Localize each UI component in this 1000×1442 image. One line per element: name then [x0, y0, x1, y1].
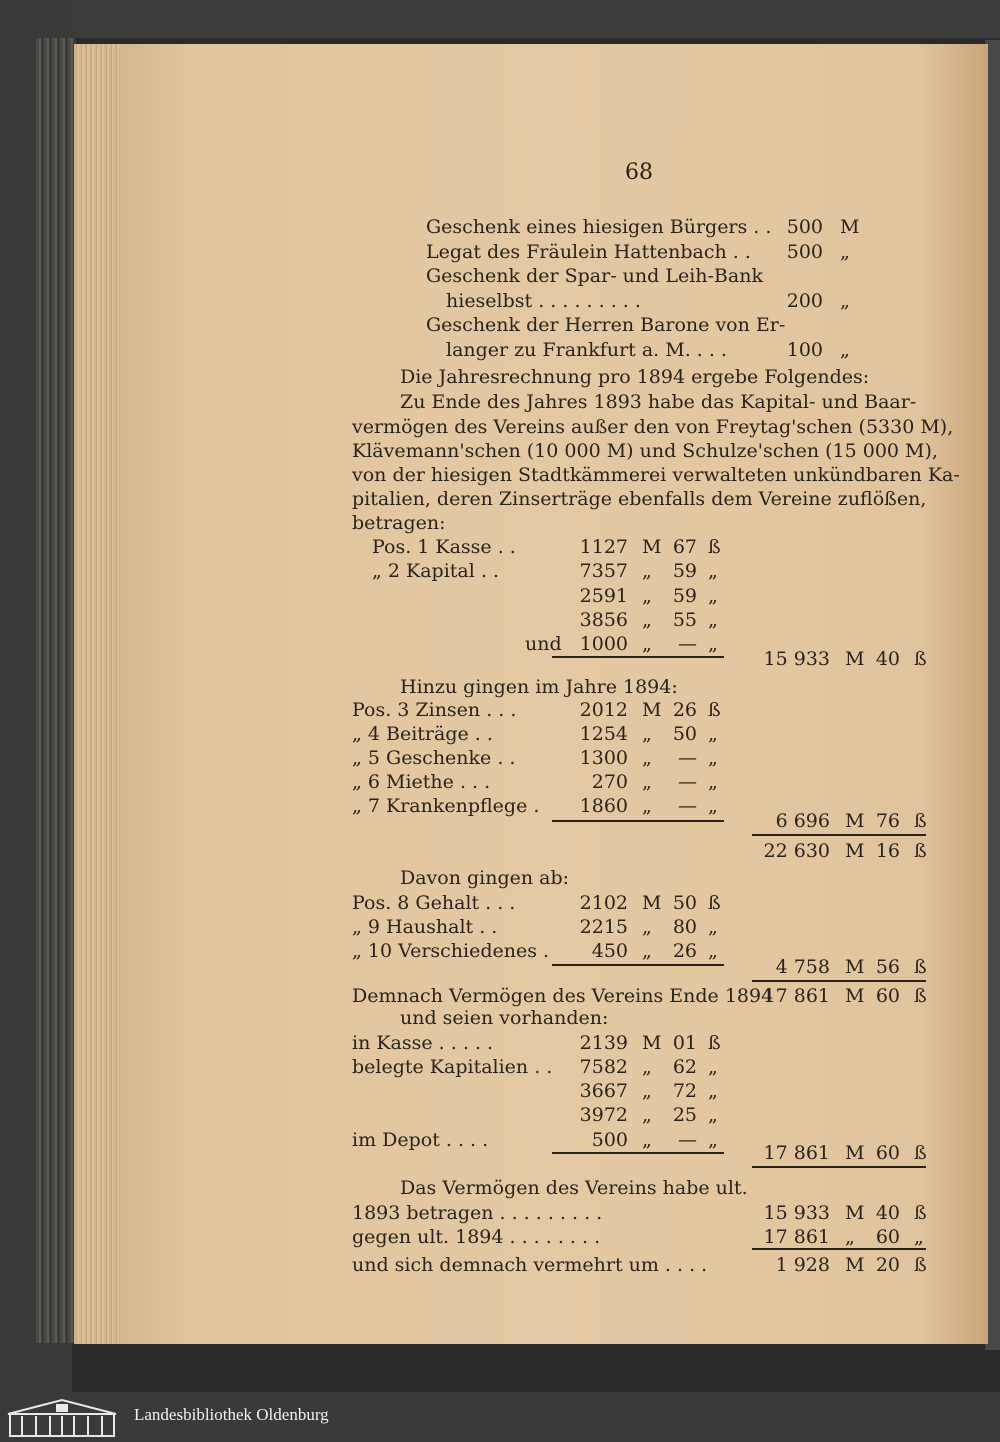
page-number: 68 [625, 160, 653, 185]
expense-item-pf-unit: ß [708, 892, 721, 914]
start-item-value: 7357 [579, 560, 628, 582]
start-item-unit: „ [642, 560, 652, 582]
start-items-rule [552, 656, 724, 658]
start-item-value: 2591 [579, 585, 628, 607]
income-total-unit: M [845, 810, 865, 832]
expense-total-rule [752, 980, 926, 982]
expense-items-rule [552, 964, 724, 966]
income-item-value: 1254 [579, 723, 628, 745]
holding-item-pf: 01 [672, 1032, 697, 1054]
holdings-total-pf-unit: ß [914, 1142, 927, 1164]
holding-item-pf: 62 [672, 1056, 697, 1078]
holding-item-pf-unit: „ [708, 1080, 718, 1102]
summary-label: und sich demnach vermehrt um . . . . [352, 1254, 708, 1276]
expense-total-pf: 56 [875, 956, 900, 978]
income-item-value: 2012 [579, 699, 628, 721]
holding-item-pf-unit: „ [708, 1129, 718, 1151]
income-item-value: 1860 [579, 795, 628, 817]
start-item-pf: 67 [672, 536, 697, 558]
expense-item-unit: „ [642, 916, 652, 938]
income-total-rule [752, 834, 926, 836]
result-total-pf: 60 [875, 985, 900, 1007]
expense-item-pf: 50 [672, 892, 697, 914]
gift-unit: M [840, 216, 860, 238]
income-item-pf-unit: ß [708, 699, 721, 721]
start-total-amount: 15 933 [763, 648, 830, 670]
start-item-pf-unit: ß [708, 536, 721, 558]
start-item-pf: 59 [672, 585, 697, 607]
expense-item-pf-unit: „ [708, 940, 718, 962]
summary-pf-unit: „ [914, 1226, 924, 1248]
book-cover-top [0, 0, 1000, 38]
expense-item-unit: „ [642, 940, 652, 962]
holding-item-pf: — [678, 1129, 697, 1151]
result-total-pf-unit: ß [914, 985, 927, 1007]
start-item-unit: M [642, 536, 662, 558]
income-item-unit: „ [642, 747, 652, 769]
holding-item-value: 3667 [579, 1080, 628, 1102]
holdings-total-amount: 17 861 [763, 1142, 830, 1164]
result-total-amount: 17 861 [763, 985, 830, 1007]
income-item-label: „ 4 Beiträge . . [352, 723, 493, 745]
subtotal-unit: M [845, 840, 865, 862]
income-item-value: 1300 [579, 747, 628, 769]
gift-amount: 200 [786, 289, 823, 312]
start-item-pf-unit: „ [708, 609, 718, 631]
paragraph-line: von der hiesigen Stadtkämmerei verwalteten unkündbaren Ka- [352, 464, 960, 486]
income-item-value: 270 [591, 771, 628, 793]
holding-item-value: 2139 [579, 1032, 628, 1054]
income-items-rule [552, 820, 724, 822]
holding-item-unit: „ [642, 1080, 652, 1102]
gift-line: Geschenk der Spar- und Leih-Bank [426, 265, 763, 287]
gift-amount: 500 [786, 216, 823, 238]
holding-item-unit: M [642, 1032, 662, 1054]
gift-line: Geschenk eines hiesigen Bürgers . . [426, 216, 772, 238]
summary-pf-unit: ß [914, 1254, 927, 1276]
holding-item-unit: „ [642, 1129, 652, 1151]
start-item-label: Pos. 1 Kasse . . [372, 536, 516, 558]
start-item-unit: „ [642, 585, 652, 607]
expense-item-label: „ 9 Haushalt . . [352, 916, 498, 938]
holding-item-pf: 25 [672, 1104, 697, 1126]
gift-unit: „ [840, 338, 850, 361]
holding-item-unit: „ [642, 1056, 652, 1078]
income-item-pf-unit: „ [708, 747, 718, 769]
income-item-label: „ 6 Miethe . . . [352, 771, 491, 793]
expense-item-pf-unit: „ [708, 916, 718, 938]
holdings-total-pf: 60 [875, 1142, 900, 1164]
start-item-label: „ 2 Kapital . . [372, 560, 499, 582]
summary-pf: 60 [875, 1226, 900, 1248]
result-line: und seien vorhanden: [400, 1007, 609, 1029]
income-item-pf-unit: „ [708, 771, 718, 793]
start-item-pf: — [678, 633, 697, 655]
summary-unit: M [845, 1202, 865, 1224]
start-item-pf-unit: „ [708, 585, 718, 607]
expense-item-label: Pos. 8 Gehalt . . . [352, 892, 516, 914]
income-item-label: „ 7 Krankenpflege . [352, 795, 540, 817]
subtotal-pf: 16 [875, 840, 900, 862]
start-item-pf-unit: „ [708, 633, 718, 655]
expense-item-pf: 26 [672, 940, 697, 962]
holding-item-value: 7582 [579, 1056, 628, 1078]
summary-label: 1893 betragen . . . . . . . . . [352, 1202, 603, 1224]
start-item-pf: 59 [672, 560, 697, 582]
start-total-pf: 40 [875, 648, 900, 670]
holding-item-pf-unit: ß [708, 1032, 721, 1054]
expense-total-pf-unit: ß [914, 956, 927, 978]
income-item-unit: „ [642, 723, 652, 745]
income-item-label: „ 5 Geschenke . . [352, 747, 516, 769]
income-item-pf: — [678, 795, 697, 817]
start-item-value: 1127 [579, 536, 628, 558]
paragraph-line: betragen: [352, 512, 446, 534]
income-item-pf: 50 [672, 723, 697, 745]
summary-pf-unit: ß [914, 1202, 927, 1224]
subtotal-pf-unit: ß [914, 840, 927, 862]
summary-amount: 17 861 [763, 1226, 830, 1248]
expense-total-amount: 4 758 [775, 956, 830, 978]
income-item-unit: M [642, 699, 662, 721]
paragraph-line: Klävemann'schen (10 000 M) und Schulze'schen (15 000 M), [352, 440, 938, 462]
expense-item-label: „ 10 Verschiedenes . [352, 940, 550, 962]
summary-pf: 20 [875, 1254, 900, 1276]
holding-item-label: belegte Kapitalien . . [352, 1056, 553, 1078]
income-item-pf-unit: „ [708, 795, 718, 817]
library-logo-icon [0, 1392, 124, 1442]
holding-item-pf-unit: „ [708, 1104, 718, 1126]
summary-pf: 40 [875, 1202, 900, 1224]
gift-unit: „ [840, 240, 850, 263]
gift-unit: „ [840, 289, 850, 312]
gift-line: langer zu Frankfurt a. M. . . . [446, 338, 727, 361]
expense-item-pf: 80 [672, 916, 697, 938]
gift-line: Geschenk der Herren Barone von Er- [426, 314, 786, 336]
start-item-pf: 55 [672, 609, 697, 631]
start-item-value: 3856 [579, 609, 628, 631]
start-item-label: und [525, 633, 562, 655]
holding-item-value: 3972 [579, 1104, 628, 1126]
holding-item-pf: 72 [672, 1080, 697, 1102]
paragraph-line: Die Jahresrechnung pro 1894 ergebe Folgendes: [400, 366, 870, 388]
paragraph-line: pitalien, deren Zinserträge ebenfalls dem Vereine zuflößen, [352, 488, 927, 510]
summary-unit: M [845, 1254, 865, 1276]
income-item-unit: „ [642, 771, 652, 793]
summary-amount: 1 928 [775, 1254, 830, 1276]
expense-total-unit: M [845, 956, 865, 978]
expense-heading: Davon gingen ab: [400, 867, 570, 889]
gift-amount: 500 [786, 240, 823, 263]
holdings-total-unit: M [845, 1142, 865, 1164]
start-total-pf-unit: ß [914, 648, 927, 670]
holdings-total-rule [752, 1166, 926, 1168]
start-item-unit: „ [642, 609, 652, 631]
gift-line: hieselbst . . . . . . . . . [446, 289, 641, 312]
holding-item-value: 500 [591, 1129, 628, 1151]
subtotal-amount: 22 630 [763, 840, 830, 862]
paragraph-line: Zu Ende des Jahres 1893 habe das Kapital- und Baar- [400, 391, 917, 413]
start-item-pf-unit: „ [708, 560, 718, 582]
income-item-unit: „ [642, 795, 652, 817]
income-total-amount: 6 696 [775, 810, 830, 832]
summary-rule [752, 1248, 926, 1250]
summary-amount: 15 933 [763, 1202, 830, 1224]
expense-item-unit: M [642, 892, 662, 914]
income-item-pf: — [678, 771, 697, 793]
expense-item-value: 2102 [579, 892, 628, 914]
expense-item-value: 2215 [579, 916, 628, 938]
start-item-value: 1000 [579, 633, 628, 655]
book-spine-edge [36, 38, 76, 1343]
income-item-label: Pos. 3 Zinsen . . . [352, 699, 517, 721]
holding-item-unit: „ [642, 1104, 652, 1126]
income-total-pf: 76 [875, 810, 900, 832]
result-line: Demnach Vermögen des Vereins Ende 1894 [352, 985, 774, 1007]
income-item-pf: 26 [672, 699, 697, 721]
holding-item-label: in Kasse . . . . . [352, 1032, 494, 1054]
holding-item-pf-unit: „ [708, 1056, 718, 1078]
summary-unit: „ [845, 1226, 855, 1248]
summary-label: gegen ult. 1894 . . . . . . . . [352, 1226, 601, 1248]
gift-amount: 100 [786, 338, 823, 361]
paragraph-line: vermögen des Vereins außer den von Freytag'schen (5330 M), [352, 416, 954, 438]
income-total-pf-unit: ß [914, 810, 927, 832]
start-total-unit: M [845, 648, 865, 670]
holding-item-label: im Depot . . . . [352, 1129, 489, 1151]
start-item-unit: „ [642, 633, 652, 655]
holdings-rule [552, 1152, 724, 1154]
library-name: Landesbibliothek Oldenburg [134, 1405, 329, 1424]
income-item-pf-unit: „ [708, 723, 718, 745]
income-item-pf: — [678, 747, 697, 769]
gift-line: Legat des Fräulein Hattenbach . . [426, 240, 751, 263]
expense-item-value: 450 [591, 940, 628, 962]
income-heading: Hinzu gingen im Jahre 1894: [400, 676, 678, 698]
result-total-unit: M [845, 985, 865, 1007]
summary-heading: Das Vermögen des Vereins habe ult. [400, 1177, 748, 1199]
